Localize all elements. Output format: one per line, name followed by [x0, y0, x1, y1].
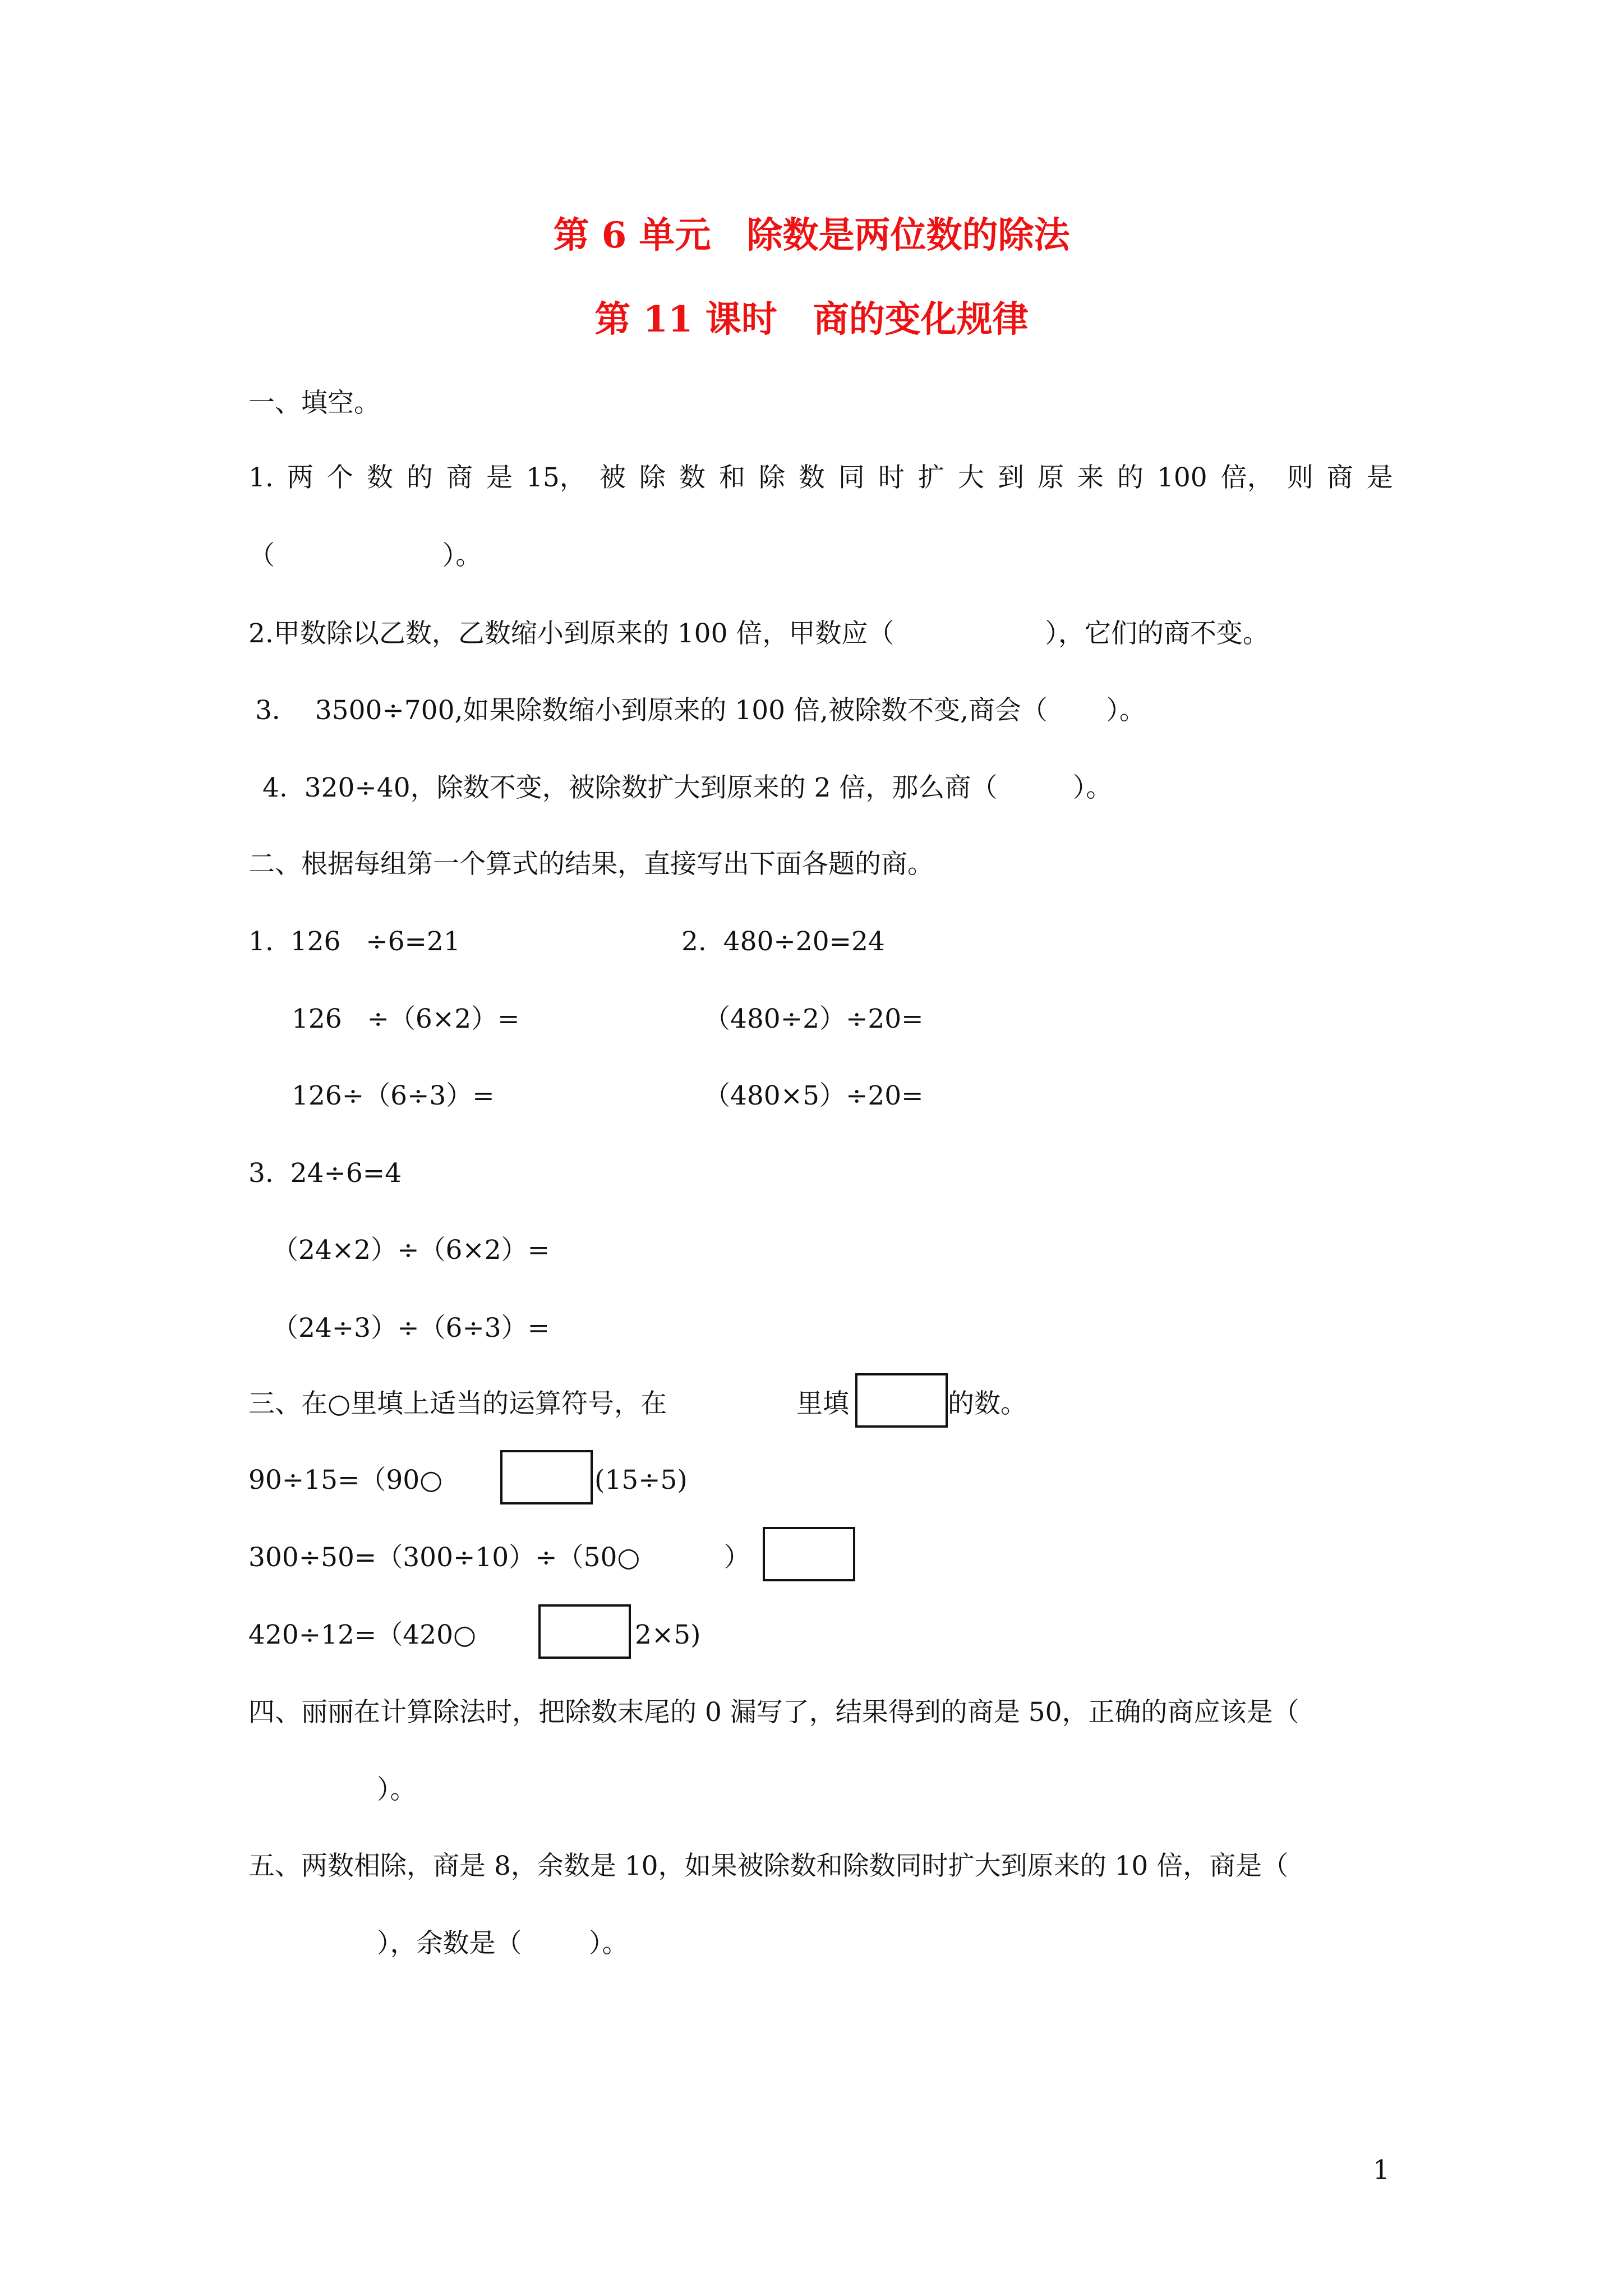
- section1-heading: 一、填空。: [248, 388, 380, 418]
- question-2: 2.甲数除以乙数，乙数缩小到原来的 100 倍，甲数应（ ），它们的商不变。: [248, 618, 1269, 649]
- answer-box-legend: [855, 1373, 948, 1428]
- unit-title: 第 6 单元 除数是两位数的除法: [553, 214, 1070, 256]
- question-1-token: 个: [326, 462, 353, 493]
- question-1-token: 同: [838, 462, 865, 493]
- question-1-token: 被: [599, 462, 626, 493]
- question-1-token: 数: [798, 462, 825, 493]
- question-1-token: 倍，: [1220, 462, 1274, 493]
- section5-line1: 五、两数相除，商是 8，余数是 10，如果被除数和除数同时扩大到原来的 10 倍，商是（: [248, 1851, 1289, 1881]
- section3-heading-part1: 三、在○里填上适当的运算符号，在: [248, 1388, 667, 1419]
- question-1-token: 时: [878, 462, 905, 493]
- group2-given: 2. 480÷20=24: [681, 926, 885, 957]
- question-1-token: 的: [1117, 462, 1144, 493]
- equation-1-right: (15÷5): [594, 1465, 688, 1496]
- question-1-token: 商: [446, 462, 473, 493]
- group3-item-1: （24×2）÷（6×2）=: [272, 1235, 550, 1266]
- equation-2-answer-box[interactable]: [763, 1527, 855, 1581]
- question-1-token: 大: [957, 462, 984, 493]
- page-number: 1: [1373, 2155, 1390, 2185]
- question-1-token: 和: [718, 462, 745, 493]
- group2-item-1: （480÷2）÷20=: [704, 1004, 924, 1034]
- question-1-token: 数: [366, 462, 393, 493]
- group3-given: 3. 24÷6=4: [248, 1158, 402, 1189]
- section4-line2: ）。: [377, 1774, 417, 1805]
- question-1-answer-line: （ ）。: [248, 540, 482, 571]
- question-1-token: 原: [1037, 462, 1064, 493]
- question-4: 4. 320÷40，除数不变，被除数扩大到原来的 2 倍，那么商（ ）。: [262, 772, 1113, 803]
- question-1-token: 15，: [525, 462, 586, 493]
- equation-1-left: 90÷15=（90○: [248, 1465, 443, 1496]
- section4-line1: 四、丽丽在计算除法时，把除数末尾的 0 漏写了，结果得到的商是 50，正确的商应该是（: [248, 1697, 1299, 1728]
- group1-item-1: 126 ÷（6×2）=: [292, 1004, 520, 1034]
- section3-heading-part2: 里填: [796, 1388, 849, 1419]
- section3-heading-part3: 的数。: [948, 1388, 1027, 1419]
- lesson-title: 第 11 课时 商的变化规律: [594, 298, 1029, 341]
- question-1-token: 商: [1326, 462, 1353, 493]
- question-1-token: 是: [486, 462, 513, 493]
- question-1-token: 除: [639, 462, 666, 493]
- equation-3-answer-box[interactable]: [538, 1604, 631, 1659]
- question-1-token: 两: [287, 462, 313, 493]
- question-1-token: 数: [679, 462, 706, 493]
- equation-3-left: 420÷12=（420○: [248, 1619, 476, 1650]
- question-3: 3． 3500÷700,如果除数缩小到原来的 100 倍,被除数不变,商会（ ）。: [255, 695, 1146, 726]
- equation-1-answer-box[interactable]: [500, 1450, 593, 1504]
- equation-2: 300÷50=（300÷10）÷（50○ ）: [248, 1542, 750, 1573]
- question-1-token: 除: [758, 462, 785, 493]
- equation-3-right: 2×5): [635, 1619, 701, 1650]
- group1-item-2: 126÷（6÷3）=: [292, 1080, 495, 1111]
- question-1-token: 则: [1287, 462, 1313, 493]
- section2-heading: 二、根据每组第一个算式的结果，直接写出下面各题的商。: [248, 849, 934, 880]
- question-1: [248, 462, 1393, 494]
- question-1-token: 的: [406, 462, 433, 493]
- question-1-token: 1.: [248, 462, 274, 493]
- question-1-token: 到: [997, 462, 1024, 493]
- question-1-token: 是: [1366, 462, 1393, 493]
- section5-line2: ），余数是（ ）。: [377, 1928, 629, 1959]
- question-1-token: 100: [1157, 462, 1207, 493]
- group2-item-2: （480×5）÷20=: [704, 1080, 924, 1111]
- question-1-token: 扩: [917, 462, 944, 493]
- group3-item-2: （24÷3）÷（6÷3）=: [272, 1313, 550, 1343]
- question-1-token: 来: [1077, 462, 1104, 493]
- group1-given: 1. 126 ÷6=21: [248, 926, 460, 957]
